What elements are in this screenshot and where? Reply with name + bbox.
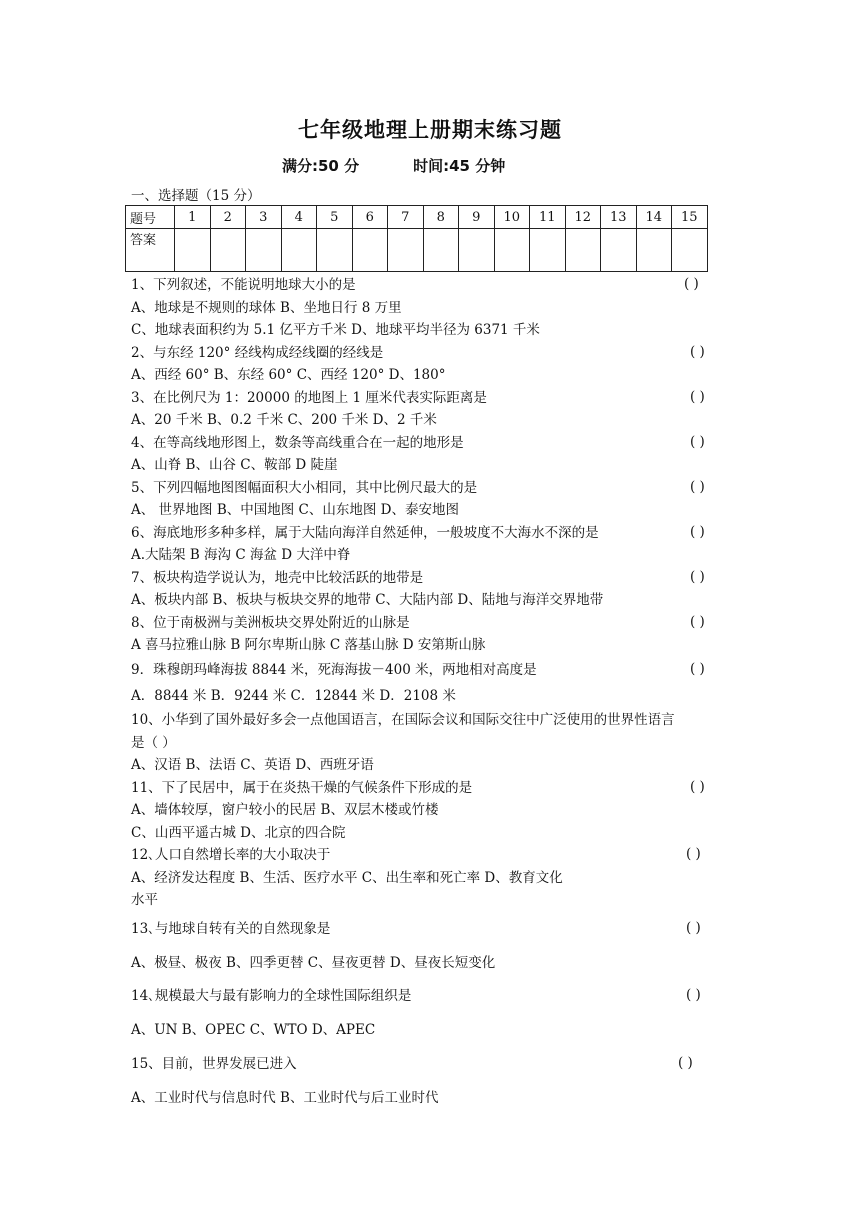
question-5: 5、下列四幅地图图幅面积大小相同，其中比例尺最大的是: [131, 480, 478, 496]
answer-table: [125, 205, 708, 272]
question-12-options: A、经济发达程度 B、生活、医疗水平 C、出生率和死亡率 D、教育文化: [131, 870, 563, 886]
table-cell: 7: [388, 206, 424, 229]
question-10-continued: 是（ ）: [131, 735, 176, 751]
answer-parenthesis: ( ): [684, 276, 699, 292]
table-cell: 12: [565, 206, 601, 229]
question-2-options: A、西经 60° B、东经 60° C、西经 120° D、180°: [131, 367, 446, 383]
answer-cell[interactable]: [636, 229, 672, 272]
table-cell: 9: [459, 206, 495, 229]
answer-cell[interactable]: [210, 229, 246, 272]
question-6: 6、海底地形多种多样，属于大陆向海洋自然延伸，一般坡度不大海水不深的是: [131, 525, 599, 541]
answer-parenthesis: ( ): [678, 1055, 693, 1071]
section-heading: 一、选择题（15 分）: [131, 188, 261, 204]
question-1-options-ab: A、地球是不规则的球体 B、坐地日行 8 万里: [131, 300, 402, 316]
question-8-options: A 喜马拉雅山脉 B 阿尔卑斯山脉 C 落基山脉 D 安第斯山脉: [131, 637, 486, 653]
answer-row: [126, 229, 708, 272]
answer-cell[interactable]: [281, 229, 317, 272]
table-cell: 13: [601, 206, 637, 229]
question-3: 3、在比例尺为 1：20000 的地图上 1 厘米代表实际距离是: [131, 390, 487, 406]
question-9: 9．珠穆朗玛峰海拔 8844 米，死海海拔－400 米，两地相对高度是: [131, 662, 537, 678]
question-11-options-cd: C、山西平遥古城 D、北京的四合院: [131, 825, 346, 841]
answer-parenthesis: ( ): [690, 389, 705, 405]
question-12-options-continued: 水平: [131, 892, 158, 908]
question-10-options: A、汉语 B、法语 C、英语 D、西班牙语: [131, 757, 374, 773]
row-label: 题号: [126, 206, 175, 229]
question-9-options: A．8844 米 B．9244 米 C．12844 米 D．2108 米: [131, 688, 456, 704]
answer-cell[interactable]: [459, 229, 495, 272]
answer-parenthesis: ( ): [690, 524, 705, 540]
row-label: 答案: [126, 229, 175, 272]
question-14-options: A、UN B、OPEC C、WTO D、APEC: [131, 1022, 376, 1038]
question-2: 2、与东经 120° 经线构成经线圈的经线是: [131, 345, 384, 361]
table-cell: 3: [246, 206, 282, 229]
full-score: 满分:50 分: [282, 157, 360, 175]
page-title: 七年级地理上册期末练习题: [298, 118, 562, 142]
question-1-options-cd: C、地球表面积约为 5.1 亿平方千米 D、地球平均半径为 6371 千米: [131, 322, 540, 338]
question-14: 14､规模最大与最有影响力的全球性国际组织是: [131, 988, 412, 1004]
answer-parenthesis: ( ): [690, 434, 705, 450]
question-15: 15、目前，世界发展已进入: [131, 1056, 297, 1072]
answer-parenthesis: ( ): [686, 920, 701, 936]
question-11: 11、下了民居中，属于在炎热干燥的气候条件下形成的是: [131, 780, 473, 796]
table-cell: 6: [352, 206, 388, 229]
table-cell: 2: [210, 206, 246, 229]
answer-parenthesis: ( ): [686, 987, 701, 1003]
table-cell: 1: [175, 206, 211, 229]
answer-parenthesis: ( ): [690, 661, 705, 677]
question-15-options: A、工业时代与信息时代 B、工业时代与后工业时代: [131, 1090, 439, 1106]
answer-cell[interactable]: [565, 229, 601, 272]
question-5-options: A、 世界地图 B、中国地图 C、山东地图 D、泰安地图: [131, 502, 459, 518]
question-13-options: A、极昼、极夜 B、四季更替 C、昼夜更替 D、昼夜长短变化: [131, 955, 496, 971]
table-cell: 11: [530, 206, 566, 229]
answer-parenthesis: ( ): [690, 779, 705, 795]
answer-cell[interactable]: [388, 229, 424, 272]
table-cell: 4: [281, 206, 317, 229]
question-11-options-ab: A、墙体较厚，窗户较小的民居 B、双层木楼或竹楼: [131, 802, 439, 818]
question-number-row: [126, 206, 708, 229]
answer-parenthesis: ( ): [686, 846, 701, 862]
question-7: 7、板块构造学说认为，地壳中比较活跃的地带是: [131, 570, 424, 586]
answer-cell[interactable]: [423, 229, 459, 272]
table-cell: 8: [423, 206, 459, 229]
answer-parenthesis: ( ): [690, 479, 705, 495]
table-cell: 15: [672, 206, 708, 229]
exam-time: 时间:45 分钟: [413, 157, 506, 175]
question-6-options: A.大陆架 B 海沟 C 海盆 D 大洋中脊: [131, 547, 351, 563]
answer-cell[interactable]: [530, 229, 566, 272]
answer-cell[interactable]: [494, 229, 530, 272]
answer-cell[interactable]: [317, 229, 353, 272]
answer-parenthesis: ( ): [690, 614, 705, 630]
answer-parenthesis: ( ): [690, 344, 705, 360]
table-cell: 14: [636, 206, 672, 229]
answer-cell[interactable]: [175, 229, 211, 272]
answer-cell[interactable]: [601, 229, 637, 272]
answer-cell[interactable]: [352, 229, 388, 272]
table-cell: 5: [317, 206, 353, 229]
answer-parenthesis: ( ): [690, 569, 705, 585]
exam-meta: [282, 155, 505, 176]
table-cell: 10: [494, 206, 530, 229]
question-7-options: A、板块内部 B、板块与板块交界的地带 C、大陆内部 D、陆地与海洋交界地带: [131, 592, 604, 608]
answer-cell[interactable]: [672, 229, 708, 272]
question-4-options: A、山脊 B、山谷 C、鞍部 D 陡崖: [131, 457, 338, 473]
question-4: 4、在等高线地形图上，数条等高线重合在一起的地形是: [131, 435, 464, 451]
question-12: 12､人口自然增长率的大小取决于: [131, 847, 331, 863]
question-3-options: A、20 千米 B、0.2 千米 C、200 千米 D、2 千米: [131, 412, 437, 428]
question-1: 1、下列叙述，不能说明地球大小的是: [131, 277, 356, 293]
question-8: 8、位于南极洲与美洲板块交界处附近的山脉是: [131, 615, 410, 631]
question-13: 13､与地球自转有关的自然现象是: [131, 921, 331, 937]
answer-cell[interactable]: [246, 229, 282, 272]
question-10: 10、小华到了国外最好多会一点他国语言，在国际会议和国际交往中广泛使用的世界性语言: [131, 712, 675, 728]
